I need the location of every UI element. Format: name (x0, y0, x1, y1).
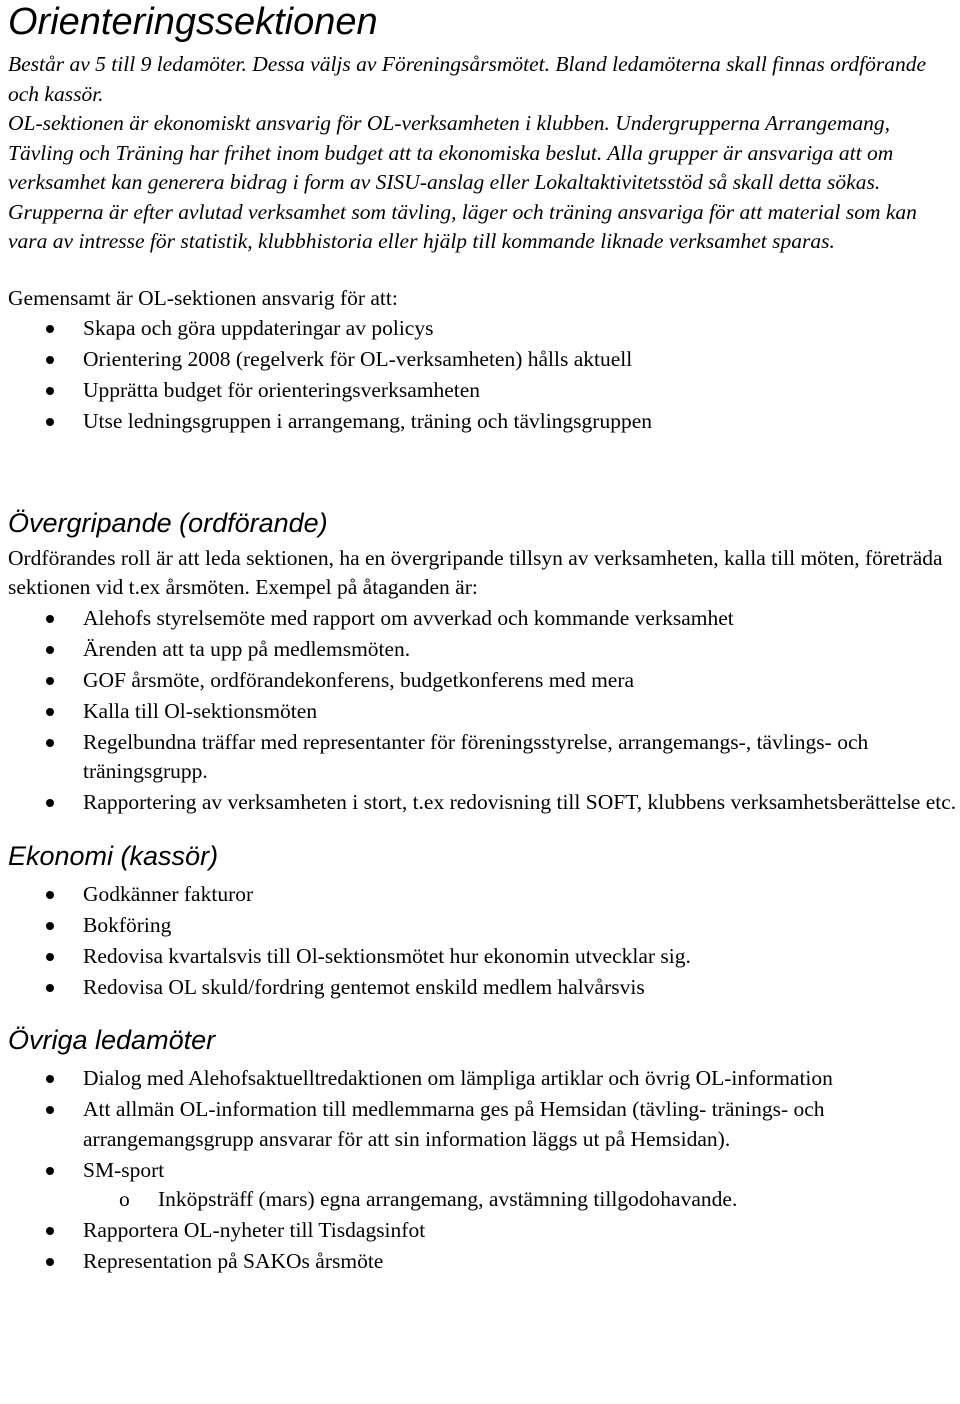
list-item: Rapportera OL-nyheter till Tisdagsinfot (8, 1216, 958, 1246)
bullet-icon (46, 984, 54, 992)
list-item: Skapa och göra uppdateringar av policys (8, 314, 958, 344)
bullet-icon (46, 739, 54, 747)
bullet-icon (46, 953, 54, 961)
bullet-icon (46, 1106, 54, 1114)
bullet-icon (46, 646, 54, 654)
intro-section (8, 50, 958, 257)
list-item: Alehofs styrelsemöte med rapport om avverkad och kommande verksamhet (8, 604, 958, 634)
list-item: Orientering 2008 (regelverk för OL-verksamheten) hålls aktuell (8, 345, 958, 375)
chair-description: Ordförandes roll är att leda sektionen, ha en övergripande tillsyn av verksamheten, kalla till möten, företräda sektionen vid t.ex årsmöten. Exempel på åtaganden är: (8, 545, 943, 599)
bullet-icon (46, 708, 54, 716)
document-page (8, 0, 958, 1278)
bullet-icon (46, 891, 54, 899)
list-item: Kalla till Ol-sektionsmöten (8, 697, 958, 727)
intro-paragraph-members: Består av 5 till 9 ledamöter. Dessa väljs av Föreningsårsmötet. Bland ledamöterna skall finnas ordförande och kassör. (8, 52, 927, 106)
intro-paragraph-economy: OL-sektionen är ekonomiskt ansvarig för OL-verksamheten i klubben. Undergrupperna Arrangemang, Tävling och Träning har frihet inom budget att ta ekonomiska beslut. Alla grupper är ansvariga att om verksamhet kan generera bidrag i form av SISU-anslag eller Lokaltaktivitetsstöd så skall detta sökas. (8, 111, 894, 194)
bullet-icon (46, 325, 54, 333)
others-section (8, 1024, 958, 1277)
economy-heading: Ekonomi (kassör) (8, 840, 219, 871)
page-title: Orienteringssektionen (8, 1, 378, 43)
bullet-icon (46, 615, 54, 623)
sub-marker: o (119, 1187, 130, 1211)
bullet-icon (46, 1258, 54, 1266)
others-list (8, 1064, 958, 1277)
list-item: SM-sport o Inköpsträff (mars) egna arrangemang, avstämning tillgodohavande. (8, 1156, 958, 1215)
bullet-icon (46, 356, 54, 364)
list-item: Bokföring (8, 911, 958, 941)
list-item: Redovisa kvartalsvis till Ol-sektionsmötet hur ekonomin utvecklar sig. (8, 942, 958, 972)
common-list (8, 314, 958, 437)
others-heading: Övriga ledamöter (8, 1025, 216, 1055)
list-item: GOF årsmöte, ordförandekonferens, budgetkonferens med mera (8, 666, 958, 696)
common-lead: Gemensamt är OL-sektionen ansvarig för att: (8, 285, 398, 310)
list-item: Godkänner fakturor (8, 880, 958, 910)
intro-paragraph-material: Grupperna är efter avlutad verksamhet som tävling, läger och träning ansvariga för att material som kan vara av intresse för statistik, klubbhistoria eller hjälp till kommande liknade verksamhet sparas. (8, 199, 917, 253)
list-item: Dialog med Alehofsaktuelltredaktionen om lämpliga artiklar och övrig OL-information (8, 1064, 958, 1094)
list-item: Ärenden att ta upp på medlemsmöten. (8, 635, 958, 665)
economy-list (8, 880, 958, 1003)
chair-list (8, 604, 958, 818)
bullet-icon (46, 1075, 54, 1083)
list-item: Upprätta budget för orienteringsverksamheten (8, 376, 958, 406)
list-item: Rapportering av verksamheten i stort, t.ex redovisning till SOFT, klubbens verksamhetsberättelse etc. (8, 788, 958, 818)
list-item: Redovisa OL skuld/fordring gentemot enskild medlem halvårsvis (8, 973, 958, 1003)
bullet-icon (46, 677, 54, 685)
bullet-icon (46, 387, 54, 395)
sub-list-item: o Inköpsträff (mars) egna arrangemang, avstämning tillgodohavande. (83, 1185, 958, 1215)
common-section (8, 284, 958, 437)
list-item: Representation på SAKOs årsmöte (8, 1247, 958, 1277)
economy-section (8, 840, 958, 1003)
bullet-icon (46, 922, 54, 930)
list-item: Att allmän OL-information till medlemmarna ges på Hemsidan (tävling- tränings- och arrangemangsgrupp ansvarar för att sin information läggs ut på Hemsidan). (8, 1095, 958, 1154)
bullet-icon (46, 1167, 54, 1175)
chair-heading: Övergripande (ordförande) (8, 507, 328, 538)
bullet-icon (46, 799, 54, 807)
chair-section (8, 507, 958, 818)
bullet-icon (46, 418, 54, 426)
sub-list (83, 1185, 958, 1215)
list-item: Regelbundna träffar med representanter för föreningsstyrelse, arrangemangs-, tävlings- och träningsgrupp. (8, 728, 958, 787)
bullet-icon (46, 1227, 54, 1235)
list-item: Utse ledningsgruppen i arrangemang, träning och tävlingsgruppen (8, 407, 958, 437)
